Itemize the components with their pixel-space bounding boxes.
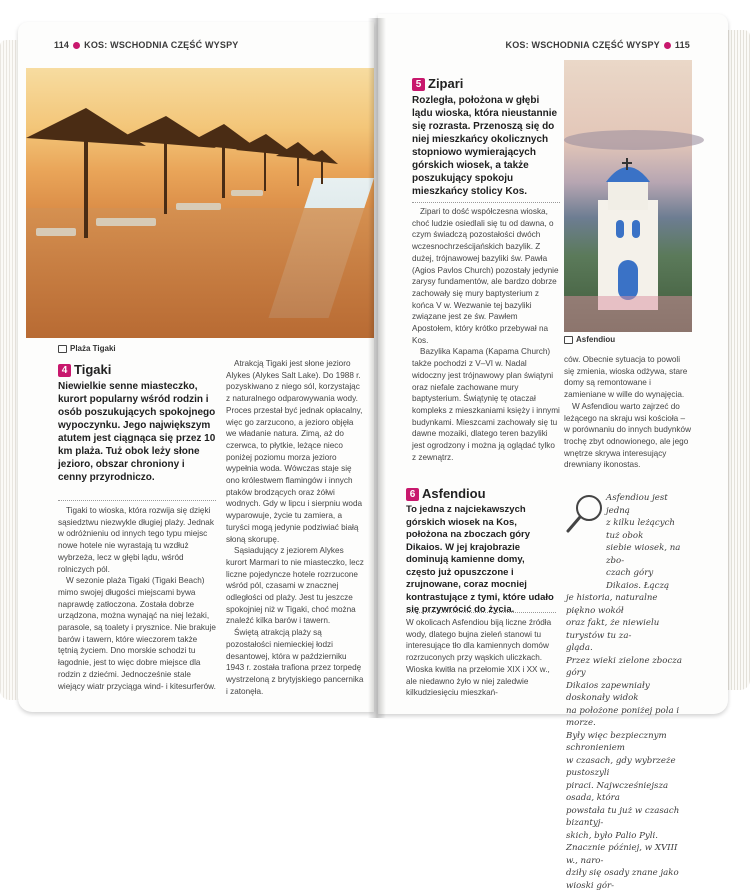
asfendiou-heading bbox=[406, 486, 486, 501]
note-line: Znacznie później, w XVIII w., naro- bbox=[566, 843, 678, 866]
section-number-badge: 4 bbox=[58, 364, 71, 377]
note-line: je historia, naturalne piękno wokół bbox=[566, 593, 658, 616]
right-head-text: KOS: WSCHODNIA CZĘŚĆ WYSPY bbox=[505, 40, 660, 50]
paragraph: W Asfendiou warto zajrzeć do leżącego na skraju wsi kościoła – w porównaniu do innych budynków trochę zbyt odnowionego, ale jego wnętrze skrywa interesujący drewniany ikonostas. bbox=[564, 401, 691, 470]
note-line: gląda. bbox=[566, 643, 593, 653]
note-line: w czasach, gdy wybrzeże pustoszyli bbox=[566, 755, 676, 778]
caption-text: Asfendiou bbox=[576, 335, 616, 344]
tigaki-photo-caption bbox=[58, 344, 116, 353]
paragraph: Sąsiadujący z jeziorem Alykes kurort Marmari to nie miasteczko, lecz liczne pojedyncze hotele rozrzucone wśród pól, czasami w znacznej odległości od plaży. Jest tu jeszcze spokojniej niż w Tigaki, choć można znaleźć kilka barów i tawern. bbox=[226, 546, 364, 626]
left-page bbox=[18, 22, 374, 712]
zipari-lead: Rozległa, położona w głębi lądu wioska, która nieustannie się rozrasta. Przenoszą się do niej mieszkańcy okolicznych stopniowo wymierających górskich wiosek, a także poszukujący spokoju mieszkańcy stolicy Kos. bbox=[412, 95, 558, 197]
section-title-text: Zipari bbox=[428, 76, 464, 91]
camera-icon bbox=[58, 345, 67, 353]
tigaki-heading bbox=[58, 362, 111, 377]
paragraph: Atrakcją Tigaki jest słone jezioro Alykes (Alykes Salt Lake). Do 1988 r. pozyskiwano z niego sól, korzystając z naturalnego odparowywania wody. Proces przestał być jednak opłacalny, więc go zarzucono, a jezioro objęła we władanie natura. Zimą, aż do czerwca, to płytkie, leżące nieco poniżej poziomu morza jezioro wypełnia woda. Wówczas staje się ono królestwem flamingów i innych ptaków brodzących oraz żółwi wodnych. Gdy w lipcu i sierpniu woda wyparowuje, życie tu zamiera, a turyści mogą jedynie podziwiać białą słoną skorupę. bbox=[226, 359, 363, 544]
divider bbox=[406, 612, 556, 613]
paragraph: Tigaki to wioska, która rozwija się dzięki sąsiedztwu niezwykle długiej plaży. Jednak w odróżnieniu od innych tego typu miejsc nowe hotele nie wyrastają tu wzdłuż wybrzeża, lecz w głębi lądu, wśród rolniczych pól. bbox=[58, 506, 214, 574]
section-title-text: Asfendiou bbox=[422, 486, 486, 501]
note-line: Przez wieki zielone zbocza góry bbox=[566, 655, 682, 678]
paragraph: Zipari to dość współczesna wioska, choć ludzie osiedlali się tu od dawna, o czym świadczą pozostałości dwóch wczesnochrześcijańskich bazylik. Z dużej, trójnawowej bazyliki św. Pawła (Agios Pavlos Church) pozostały jedynie zarysy fundamentów, ale bardzo dobrze zachowały się mury baptysterium z końca V w. Wezwanie tej bazyliki związane jest ze św. Pawłem Apostołem, który krótko przebywał na Kos. bbox=[412, 207, 559, 345]
note-line: z kilku leżących tuż obok bbox=[606, 518, 675, 541]
tigaki-beach-photo bbox=[26, 68, 374, 338]
note-line: powstała tu już w czasach bizantyj- bbox=[566, 805, 680, 828]
left-head-text: KOS: WSCHODNIA CZĘŚĆ WYSPY bbox=[84, 40, 239, 50]
section-title-text: Tigaki bbox=[74, 362, 112, 377]
zipari-heading bbox=[412, 76, 463, 91]
accent-dot bbox=[664, 42, 671, 49]
note-line: siebie wiosek, na zbo- bbox=[606, 543, 681, 566]
asfendiou-continuation bbox=[564, 354, 692, 471]
zipari-body bbox=[412, 206, 560, 463]
note-line: Dikaios zapewniały doskonały widok bbox=[566, 680, 650, 703]
paragraph: ców. Obecnie sytuacja to powoli się zmienia, wioska odżywa, stare domy są remontowane i zamieniane w wille do wynajęcia. bbox=[564, 355, 688, 400]
handwritten-note bbox=[566, 492, 688, 892]
camera-icon bbox=[564, 336, 573, 344]
note-line: czach góry Dikaios. Łączą bbox=[606, 568, 670, 591]
asfendiou-church-photo bbox=[564, 60, 692, 332]
tigaki-column-2 bbox=[226, 358, 366, 697]
divider bbox=[58, 500, 216, 501]
asfendiou-lead: To jedna z najciekawszych górskich wiosek na Kos, położona na zboczach góry Dikaios. W jej krajobrazie dominują kamienne domy, często już opuszczone i zrujnowane, coraz mocniej kontrastujące z tymi, które udało się przywrócić do życia. bbox=[406, 504, 554, 615]
note-line: Asfendiou jest jedną bbox=[606, 493, 668, 516]
section-number-badge: 5 bbox=[412, 78, 425, 91]
note-line: oraz fakt, że niewielu turystów tu za- bbox=[566, 618, 660, 641]
paragraph: Świętą atrakcją plaży są pozostałości niemieckiej łodzi desantowej, która w październiku 1943 r. została trafiona przez torpedę wystrzeloną z brytyjskiego pancernika i zatonęła. bbox=[226, 628, 364, 696]
paragraph: Bazylika Kapama (Kapama Church) także pochodzi z V–VI w. Nadal widoczny jest trójnawowy plan świątyni oraz niefale zachowane mury baptysterium. Świątynię tę otaczał kompleks z mieszkaniami księży i innymi budynkami. Mieszcami zachowały się tu dawne mozaiki, dlatego teren bazyliki jest ogrodzony i można ją oglądać tylko z zewnątrz. bbox=[412, 347, 560, 462]
book-spine-shadow bbox=[368, 18, 386, 718]
right-running-head bbox=[506, 40, 691, 50]
church-illustration bbox=[564, 60, 692, 332]
note-line: skich, było Palio Pyli. bbox=[566, 830, 659, 841]
divider bbox=[412, 202, 560, 203]
paragraph: W sezonie plaża Tigaki (Tigaki Beach) mimo swojej długości miejscami bywa naprawdę zatłoczona. Została dobrze urządzona, można wynająć na niej leżaki, parasole, są toalety i prysznice. Nie brakuje barów i tawern, które wieczorem także tętnią życiem. Dno morskie schodzi tu łagodnie, jest to więc dobre miejsce dla rodzin z dziećmi. Jednocześnie stale wiejący wiatr przyciąga wind- i kitesurferów. bbox=[58, 576, 216, 691]
note-line: piraci. Najwcześniejsza osada, która bbox=[566, 780, 669, 803]
note-line: dziły się osady znane jako wioski gór- bbox=[566, 868, 679, 891]
right-page bbox=[378, 14, 728, 891]
paragraph: W okolicach Asfendiou biją liczne źródła wody, dlatego bujna zieleń stanowi tu interesujące tło dla kamiennych domów rozrzuconych przy wąskich uliczkach. Wioska kwitła na przełomie XIX i XX w., ale niedawno żyło w niej zaledwie kilkudziesięciu mieszkań- bbox=[406, 618, 552, 698]
tigaki-lead: Niewielkie senne miasteczko, kurort popularny wśród rodzin i osób poszukujących spokojnego wypoczynku. Jego największym atutem jest ciągnąca się przez 10 km plaża. Tuż obok leży słone jezioro, obszar chroniony i cenny przyrodniczo. bbox=[58, 381, 216, 483]
section-number-badge: 6 bbox=[406, 488, 419, 501]
asfendiou-photo-caption bbox=[564, 335, 615, 344]
accent-dot bbox=[73, 42, 80, 49]
beach-umbrellas-illustration bbox=[26, 68, 374, 338]
right-page-number: 115 bbox=[674, 40, 690, 50]
tigaki-column-1 bbox=[58, 505, 216, 692]
caption-text: Plaża Tigaki bbox=[70, 344, 116, 353]
asfendiou-body bbox=[406, 617, 556, 699]
left-page-number: 114 bbox=[54, 40, 70, 50]
note-line: Były więc bezpiecznym schronieniem bbox=[566, 730, 667, 753]
note-line: na położone poniżej pola i morze. bbox=[566, 705, 680, 728]
left-running-head bbox=[54, 40, 239, 50]
